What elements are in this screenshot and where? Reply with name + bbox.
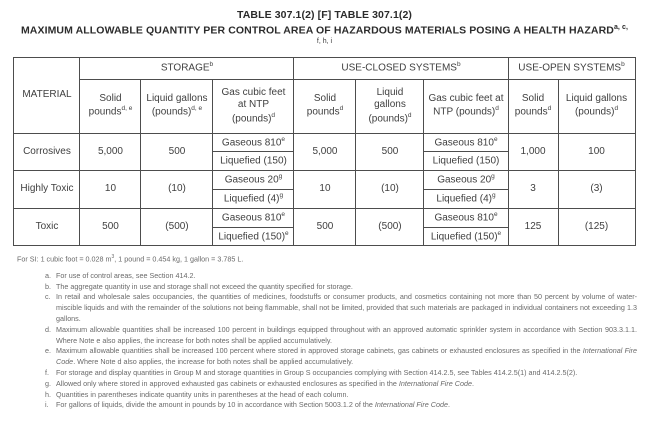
si-conversion-note (17, 254, 649, 263)
footnote-text: For storage and display quantities in Group M and storage quantities in Group S occupancies complying with Section 414.2.5, see Tables 414.2.5(1) and 414.2.5(2). (56, 368, 578, 378)
footnote-text: Maximum allowable quantities shall be increased 100 percent where stored in approved storage cabinets, gas cabinets or exhausted enclosures as specified in the International Fire Code. Where Note d also applies, the increase for both notes shall be applied accumulatively. (56, 346, 637, 367)
footnote-a (45, 271, 637, 282)
storage-gas-gaseous-cell (213, 171, 294, 190)
footnotes-section (45, 271, 637, 411)
use-closed-liquid-cell: (10) (356, 171, 424, 209)
material-cell: Corrosives (14, 133, 80, 171)
storage-liquid-cell: 500 (141, 133, 213, 171)
storage-gas-label: Gas cubic feet at NTP (pounds) (221, 86, 286, 124)
footnote-text: For gallons of liquids, divide the amount in pounds by 10 in accordance with Section 5003.1.2 of the International Fire Code. (56, 400, 450, 410)
table-title-block (0, 0, 649, 45)
header-subcolumn-row (14, 79, 635, 133)
storage-group-label: STORAGE (160, 62, 210, 74)
use-open-liquid-label: Liquid gallons (pounds) (565, 92, 628, 118)
gas-value: Gaseous 810 (434, 136, 494, 148)
use-open-liquid-cell: (125) (558, 208, 635, 246)
footnote-letter: e. (45, 346, 51, 356)
storage-gas-liquefied-cell (213, 227, 294, 246)
gas-value: Liquefied (150) (220, 155, 287, 167)
use-open-liquid-sup: d (614, 105, 619, 113)
gas-value: Gaseous 20 (224, 174, 279, 186)
use-closed-gas-gaseous-cell (424, 171, 508, 190)
gas-value: Liquefied (150) (430, 230, 498, 242)
use-open-group-header (508, 57, 635, 79)
use-closed-gas-liquefied-cell (424, 227, 508, 246)
footnote-f (45, 368, 637, 379)
storage-solid-sup: d, e (121, 105, 133, 113)
footnote-letter: b. (45, 281, 51, 291)
gas-value-sup: g (278, 173, 283, 181)
storage-solid-cell: 10 (80, 171, 141, 209)
italic-code-reference: International Fire Code (398, 378, 472, 388)
footnote-text: Quantities in parentheses indicate quantity units in parentheses at the head of each column. (56, 389, 349, 399)
storage-solid-cell: 500 (80, 208, 141, 246)
use-closed-liquid-cell: (500) (356, 208, 424, 246)
storage-solid-label: Solid pounds (88, 92, 122, 118)
footnote-text: Allowed only where stored in approved exhausted gas cabinets or exhausted enclosures as specified in the International Fire Code. (56, 378, 474, 388)
gas-value: Liquefied (4) (436, 193, 492, 205)
use-closed-liquid-cell: 500 (356, 133, 424, 171)
footnote-text: Maximum allowable quantities shall be increased 100 percent in buildings equipped throughout with an approved automatic sprinkler system in accordance with Section 903.3.1.1. Where Note e also applies, the increase for both notes shall be applied accumulatively. (56, 324, 637, 345)
table-caption-text: MAXIMUM ALLOWABLE QUANTITY PER CONTROL AREA OF HAZARDOUS MATERIALS POSING A HEALTH HAZARD (20, 24, 614, 37)
gas-value-sup: e (281, 135, 286, 143)
use-closed-group-sup: b (456, 61, 461, 69)
use-open-liquid-cell: (3) (558, 171, 635, 209)
use-open-solid-label: Solid pounds (514, 92, 548, 118)
material-cell: Highly Toxic (14, 171, 80, 209)
gas-value-sup: e (493, 135, 498, 143)
use-closed-group-label: USE-CLOSED SYSTEMS (341, 62, 457, 74)
use-open-solid-header (508, 79, 558, 133)
use-closed-solid-cell: 500 (294, 208, 356, 246)
gas-value-sup: g (491, 173, 495, 181)
gas-value-sup: g (279, 191, 284, 199)
use-closed-liquid-header (356, 79, 424, 133)
material-column-header: MATERIAL (14, 57, 80, 133)
footnote-c (45, 292, 637, 324)
storage-gas-liquefied-cell (213, 152, 294, 171)
use-closed-gas-label: Gas cubic feet at NTP (pounds) (428, 92, 504, 118)
italic-code-reference: International Fire Code (374, 400, 448, 410)
use-closed-solid-cell: 5,000 (294, 133, 356, 171)
table-number-title: TABLE 307.1(2) [F] TABLE 307.1(2) (236, 9, 413, 21)
footnote-h (45, 390, 637, 401)
si-note-pre: For SI: 1 cubic foot = 0.028 m (17, 254, 112, 264)
storage-gas-liquefied-cell (213, 189, 294, 208)
footnote-letter: h. (45, 389, 51, 399)
gas-value: Liquefied (4) (223, 193, 280, 205)
gas-value: Gaseous 810 (221, 212, 282, 224)
storage-gas-gaseous-cell (213, 133, 294, 152)
use-closed-gas-header (424, 79, 508, 133)
use-closed-group-header (294, 57, 508, 79)
gas-value: Gaseous 810 (221, 136, 282, 148)
use-closed-solid-sup: d (339, 105, 344, 113)
use-closed-gas-liquefied-cell (424, 152, 508, 171)
table-row-toxic (14, 208, 635, 227)
use-open-solid-cell: 125 (508, 208, 558, 246)
footnote-b (45, 282, 637, 293)
table-caption-superscript: a, c, (613, 24, 629, 31)
use-closed-solid-label: Solid pounds (306, 92, 340, 118)
use-open-liquid-header (558, 79, 635, 133)
storage-gas-gaseous-cell (213, 208, 294, 227)
footnote-letter: g. (45, 378, 51, 388)
gas-value: Gaseous 20 (437, 174, 492, 186)
footnote-text: In retail and wholesale sales occupancies, the quantities of medicines, foodstuffs or consumer products, and cosmetics containing not more than 50 percent by volume of water-miscible liquids and with the remainder of the solutions not being flammable, shall not be limited, provided that such materials are packaged in individual containers not exceeding 1.3 gallons. (56, 292, 637, 324)
gas-value-sup: g (491, 191, 496, 199)
footnote-g (45, 379, 637, 390)
footnote-letter: c. (45, 292, 51, 302)
gas-value-sup: e (285, 229, 289, 237)
use-closed-solid-cell: 10 (294, 171, 356, 209)
footnote-d (45, 325, 637, 347)
footnote-i (45, 400, 637, 411)
gas-value: Gaseous 810 (434, 212, 494, 224)
gas-value: Liquefied (150) (218, 230, 286, 242)
italic-code-reference: International Fire Code (56, 346, 637, 367)
storage-gas-sup: d (271, 111, 276, 119)
storage-gas-header (213, 79, 294, 133)
gas-value-sup: e (497, 229, 502, 237)
use-open-group-label: USE-OPEN SYSTEMS (518, 62, 622, 74)
storage-liquid-label: Liquid gallons (pounds) (146, 92, 208, 118)
use-open-liquid-cell: 100 (558, 133, 635, 171)
storage-liquid-cell: (10) (141, 171, 213, 209)
footnote-letter: i. (45, 400, 49, 410)
table-row-highly-toxic (14, 171, 635, 190)
footnote-letter: d. (45, 324, 51, 334)
header-group-row (14, 57, 635, 79)
use-closed-liquid-label: Liquid gallons (pounds) (368, 86, 408, 124)
gas-value: Liquefied (150) (432, 155, 500, 167)
table-row-corrosives (14, 133, 635, 152)
table-caption (0, 24, 649, 37)
use-closed-gas-sup: d (495, 105, 499, 113)
footnote-letter: f. (45, 368, 49, 378)
storage-group-sup: b (209, 61, 214, 69)
use-open-solid-cell: 3 (508, 171, 558, 209)
use-open-group-sup: b (621, 61, 625, 69)
storage-liquid-cell: (500) (141, 208, 213, 246)
use-closed-gas-gaseous-cell (424, 208, 508, 227)
table-caption-superscript-continued: f, h, i (316, 37, 333, 45)
use-open-solid-cell: 1,000 (508, 133, 558, 171)
si-note-post: , 1 pound = 0.454 kg, 1 gallon = 3.785 L. (114, 254, 244, 264)
storage-solid-cell: 5,000 (80, 133, 141, 171)
storage-solid-header (80, 79, 141, 133)
gas-value-sup: e (493, 210, 498, 218)
footnote-letter: a. (45, 270, 51, 280)
gas-value-sup: e (281, 210, 286, 218)
si-note-sup: 3 (111, 254, 115, 261)
maximum-allowable-quantity-table (13, 57, 635, 247)
storage-liquid-sup: d, e (191, 105, 203, 113)
use-closed-gas-liquefied-cell (424, 189, 508, 208)
storage-liquid-header (141, 79, 213, 133)
material-cell: Toxic (14, 208, 80, 246)
use-closed-gas-gaseous-cell (424, 133, 508, 152)
footnote-e (45, 346, 637, 368)
storage-group-header (80, 57, 294, 79)
footnote-text: For use of control areas, see Section 414.2. (56, 270, 196, 280)
use-closed-solid-header (294, 79, 356, 133)
footnote-text: The aggregate quantity in use and storage shall not exceed the quantity specified for storage. (56, 281, 353, 291)
use-closed-liquid-sup: d (407, 111, 412, 119)
use-open-solid-sup: d (547, 105, 552, 113)
